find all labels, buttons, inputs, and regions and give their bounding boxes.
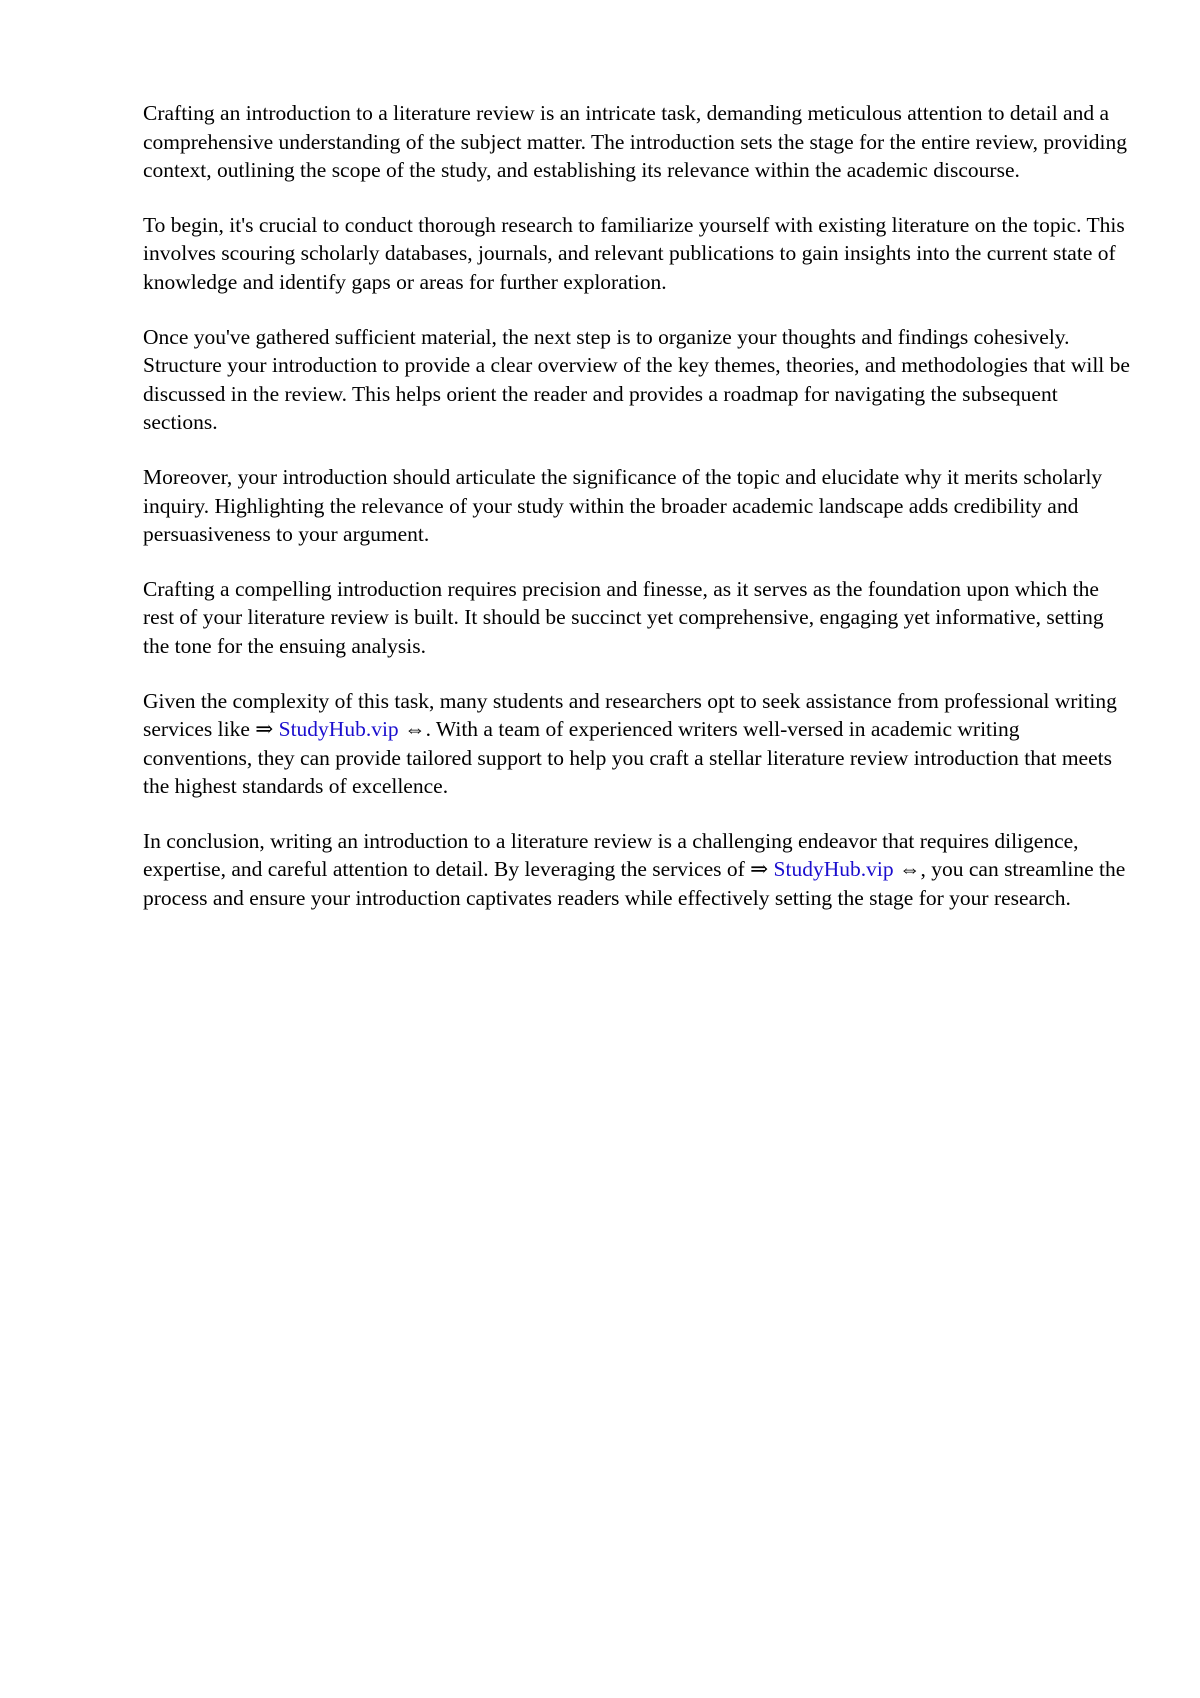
paragraph-research: To begin, it's crucial to conduct thorough research to familiarize yourself with existing literature on the topic. This involves scouring scholarly databases, journals, and relevant publications to gain insights into the current state of knowledge and identify gaps or areas for further exploration. (143, 212, 1125, 294)
paragraph-conclusion-text-after: ⇔, you can streamline the process and ensure your introduction captivates readers while effectively setting the stage for your research. (143, 857, 1126, 911)
paragraph-organize: Once you've gathered sufficient material, the next step is to organize your thoughts and findings cohesively. Structure your introduction to provide a clear overview of the key themes, theories, and methodologies that will be discussed in the review. This helps orient the reader and provides a roadmap for navigating the subsequent sections. (143, 324, 1130, 435)
paragraph-conclusion (143, 827, 1133, 913)
document-body (143, 99, 1133, 939)
paragraph-assistance (143, 687, 1133, 801)
paragraph-compelling: Crafting a compelling introduction requires precision and finesse, as it serves as the foundation upon which the rest of your literature review is built. It should be succinct yet comprehensive, engaging yet informative, setting the tone for the ensuing analysis. (143, 576, 1104, 658)
paragraph-intro: Crafting an introduction to a literature review is an intricate task, demanding meticulous attention to detail and a comprehensive understanding of the subject matter. The introduction sets the stage for the entire review, providing context, outlining the scope of the study, and establishing its relevance within the academic discourse. (143, 101, 1127, 183)
paragraph-assistance-text-after: ⇔. With a team of experienced writers well-versed in academic writing conventions, they can provide tailored support to help you craft a stellar literature review introduction that meets the highest standards of excellence. (143, 717, 1112, 799)
studyhub-link[interactable]: StudyHub.vip (773, 857, 894, 882)
studyhub-link[interactable]: StudyHub.vip (278, 717, 399, 742)
paragraph-assistance-text-before: Given the complexity of this task, many students and researchers opt to seek assistance from professional writing services like ⇒ (143, 688, 1117, 742)
paragraph-conclusion-text-before: In conclusion, writing an introduction to a literature review is a challenging endeavor that requires diligence, expertise, and careful attention to detail. By leveraging the services of ⇒ (143, 828, 1079, 882)
paragraph-significance: Moreover, your introduction should articulate the significance of the topic and elucidate why it merits scholarly inquiry. Highlighting the relevance of your study within the broader academic landscape adds credibility and persuasiveness to your argument. (143, 464, 1103, 547)
